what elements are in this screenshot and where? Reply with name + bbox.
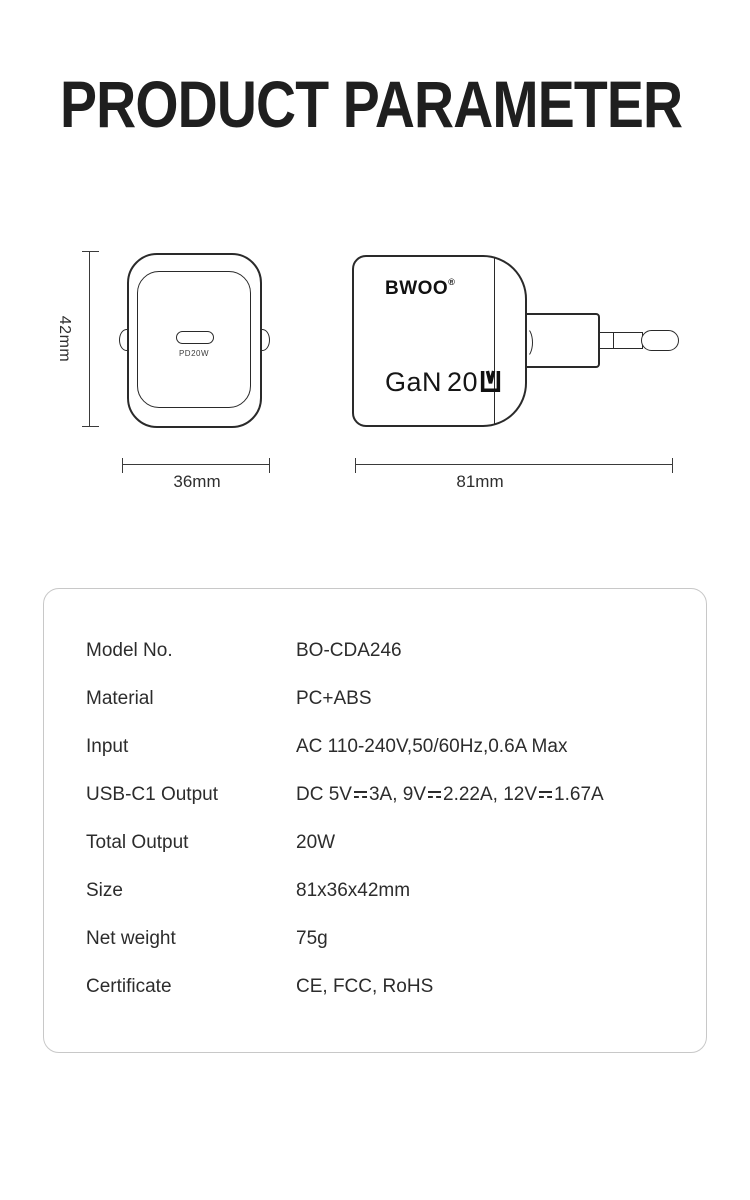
gan-text: GaN bbox=[385, 367, 443, 397]
spec-label: Certificate bbox=[86, 976, 172, 997]
spec-label: Model No. bbox=[86, 640, 173, 661]
spec-label: Net weight bbox=[86, 928, 176, 949]
spec-value: CE, FCC, RoHS bbox=[296, 976, 434, 997]
table-row bbox=[86, 771, 686, 819]
stylized-w-icon bbox=[480, 369, 501, 400]
side-width-dimension-line bbox=[355, 464, 673, 465]
table-row bbox=[86, 867, 686, 915]
plug-pin-neck bbox=[599, 332, 643, 349]
spec-label: Total Output bbox=[86, 832, 189, 853]
plug-pin-segment-line bbox=[613, 333, 614, 348]
spec-value: 75g bbox=[296, 928, 328, 949]
page-title: PRODUCT PARAMETER bbox=[60, 67, 683, 141]
table-row bbox=[86, 819, 686, 867]
height-dimension-line bbox=[89, 251, 90, 427]
height-dimension-label: 42mm bbox=[56, 315, 73, 363]
plug-base bbox=[522, 313, 600, 368]
brand-text: BWOO bbox=[385, 278, 449, 299]
plug-notch-arc bbox=[517, 327, 533, 358]
table-row bbox=[86, 915, 686, 963]
spec-table bbox=[43, 588, 707, 1053]
dc-symbol-icon bbox=[353, 788, 368, 801]
brand-logo bbox=[385, 277, 455, 300]
spec-value: AC 110-240V,50/60Hz,0.6A Max bbox=[296, 736, 568, 757]
dc-symbol-icon bbox=[538, 788, 553, 801]
table-row bbox=[86, 723, 686, 771]
spec-value: DC 5V 3A, 9V 2.22A, 12V 1.67A bbox=[296, 784, 604, 805]
table-row bbox=[86, 963, 686, 1011]
usb-c-port-icon bbox=[176, 331, 214, 344]
spec-value: PC+ABS bbox=[296, 688, 372, 709]
spec-value: 20W bbox=[296, 832, 336, 853]
front-width-dimension-label: 36mm bbox=[173, 472, 221, 491]
spec-label: Input bbox=[86, 736, 129, 757]
charger-front-face bbox=[137, 271, 251, 408]
plug-pin-tip bbox=[641, 330, 679, 351]
gan-20w-label bbox=[385, 367, 501, 400]
side-width-dimension-label: 81mm bbox=[456, 472, 504, 491]
gan-wattage: 20 bbox=[447, 367, 479, 397]
charger-side-view bbox=[352, 255, 527, 427]
dc-symbol-icon bbox=[427, 788, 442, 801]
spec-label: USB-C1 Output bbox=[86, 784, 218, 805]
spec-label: Size bbox=[86, 880, 123, 901]
usb-port-label: PD20W bbox=[178, 349, 210, 358]
charger-front-view bbox=[127, 253, 262, 428]
front-width-dimension-line bbox=[122, 464, 270, 465]
spec-value: BO-CDA246 bbox=[296, 640, 402, 661]
registered-trademark-icon: ® bbox=[448, 277, 456, 287]
spec-label: Material bbox=[86, 688, 154, 709]
table-row bbox=[86, 675, 686, 723]
dimension-diagram bbox=[0, 0, 750, 520]
spec-value: 81x36x42mm bbox=[296, 880, 411, 901]
table-row bbox=[86, 627, 686, 675]
